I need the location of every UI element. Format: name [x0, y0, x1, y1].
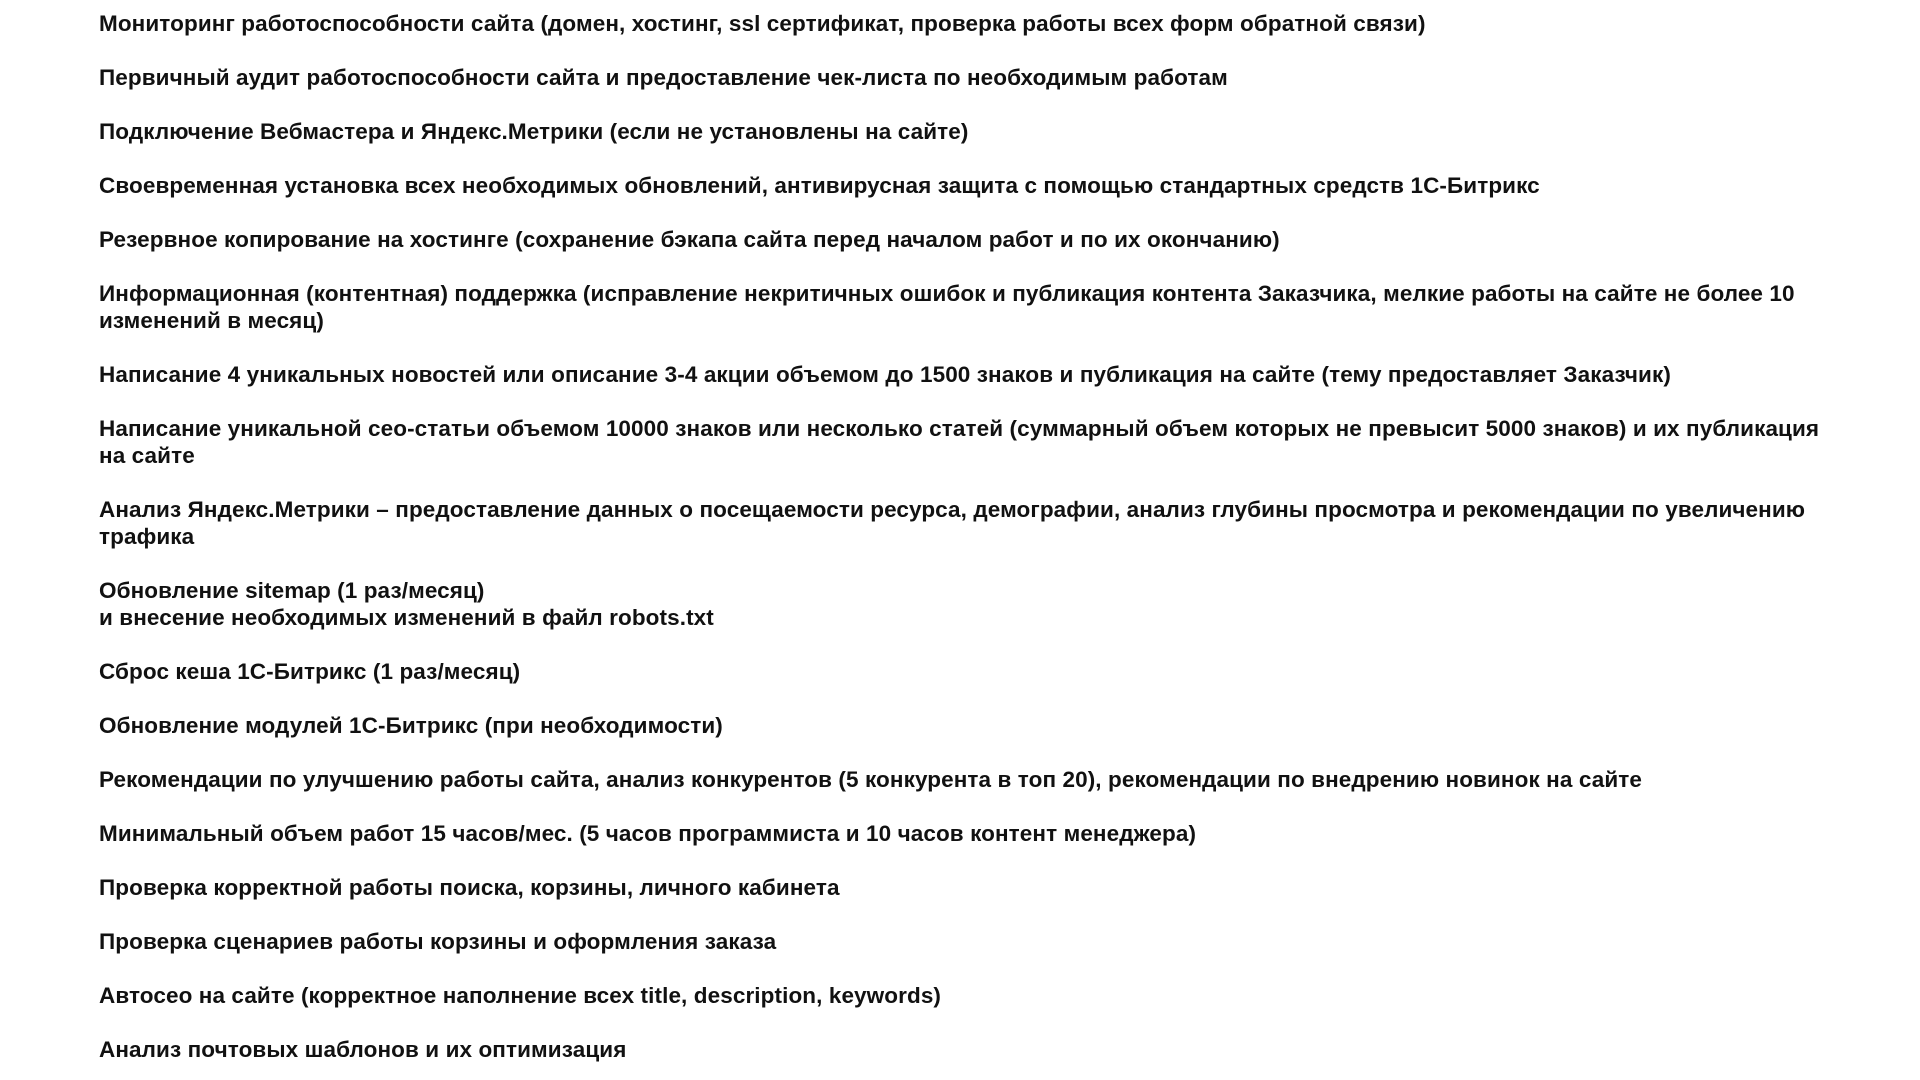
service-item-sitemap	[99, 577, 1840, 631]
service-item: Подключение Вебмастера и Яндекс.Метрики (если не установлены на сайте)	[99, 119, 969, 144]
service-item: Анализ почтовых шаблонов и их оптимизация	[99, 1037, 627, 1062]
service-item: Рекомендации по улучшению работы сайта, анализ конкурентов (5 конкурента в топ 20), рекомендации по внедрению новинок на сайте	[99, 767, 1642, 792]
service-list	[99, 10, 1840, 1063]
service-item: Проверка корректной работы поиска, корзины, личного кабинета	[99, 875, 840, 900]
service-item: Написание 4 уникальных новостей или описание 3-4 акции объемом до 1500 знаков и публикация на сайте (тему предоставляет Заказчик)	[99, 362, 1671, 387]
service-item: Сброс кеша 1С-Битрикс (1 раз/месяц)	[99, 659, 521, 684]
service-item: Проверка сценариев работы корзины и оформления заказа	[99, 929, 777, 954]
service-item-line: и внесение необходимых изменений в файл robots.txt	[99, 605, 714, 630]
service-item: Написание уникальной сео-статьи объемом 10000 знаков или несколько статей (суммарный объем которых не превысит 5000 знаков) и их публикация на сайте	[99, 416, 1820, 468]
service-item: Своевременная установка всех необходимых обновлений, антивирусная защита с помощью стандартных средств 1С-Битрикс	[99, 173, 1540, 198]
service-item-line: Обновление sitemap (1 раз/месяц)	[99, 578, 485, 603]
service-item: Автосео на сайте (корректное наполнение всех title, description, keywords)	[99, 983, 942, 1008]
service-item: Резервное копирование на хостинге (сохранение бэкапа сайта перед началом работ и по их окончанию)	[99, 227, 1280, 252]
service-item: Обновление модулей 1С-Битрикс (при необходимости)	[99, 713, 723, 738]
service-item: Анализ Яндекс.Метрики – предоставление данных о посещаемости ресурса, демографии, анализ глубины просмотра и рекомендации по увеличению трафика	[99, 497, 1806, 549]
service-item: Первичный аудит работоспособности сайта и предоставление чек-листа по необходимым работам	[99, 65, 1228, 90]
service-item: Минимальный объем работ 15 часов/мес. (5 часов программиста и 10 часов контент менеджера)	[99, 821, 1197, 846]
service-item: Мониторинг работоспособности сайта (домен, хостинг, ssl сертификат, проверка работы всех форм обратной связи)	[99, 11, 1426, 36]
service-item: Информационная (контентная) поддержка (исправление некритичных ошибок и публикация контента Заказчика, мелкие работы на сайте не более 10 изменений в месяц)	[99, 281, 1795, 333]
